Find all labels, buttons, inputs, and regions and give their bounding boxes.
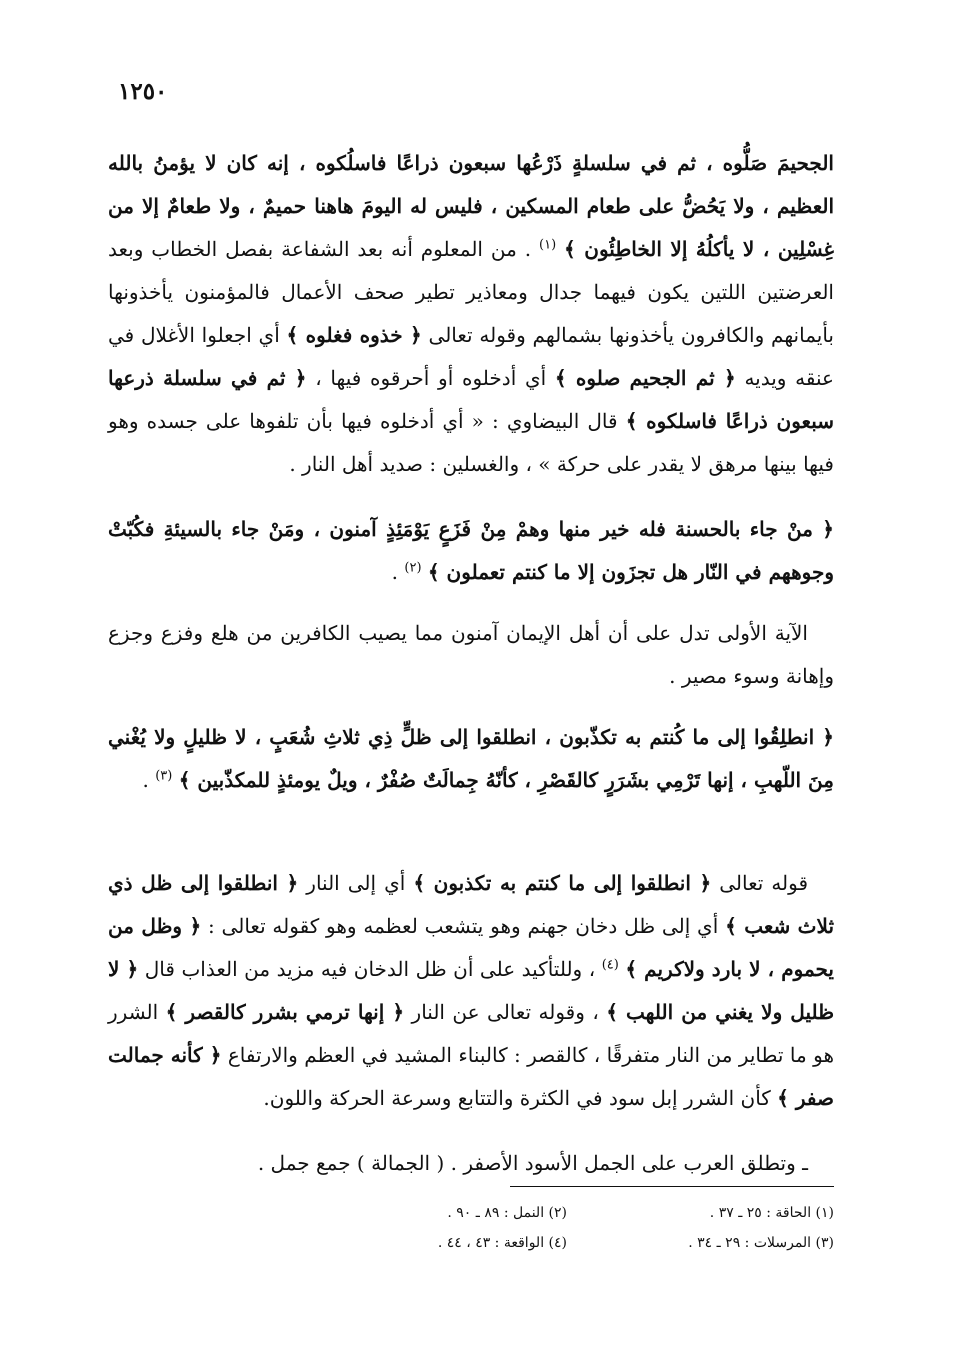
paragraph-3 [108, 612, 834, 698]
footnote-2: (٢) النمل : ٨٩ ـ ٩٠ . [447, 1205, 567, 1221]
quran-verse-alhaqqa: الجحيمَ صَلُّوه ، ثم في سلسلةٍ ذَرْعُها سبعون ذراعًا فاسلُكوه ، إنه كان لا يؤمنُ بالله العظيم ، ولا يَحُضُّ على طعام المسكين ، فليس له اليومَ هاهنا حميمٌ ، ولا طعامٌ إلا من غِسْلِين ، لا يأكلُهُ إلا الخاطِئُون ﴾ [108, 151, 834, 261]
verse-end: . [391, 560, 399, 584]
commentary-text: أي اجعلوا الأغلال في عنقه ويديه [108, 323, 834, 390]
footnotes [300, 1198, 834, 1258]
quran-quote: ﴿ انطلقوا إلى ما كنتم به تكذبون ﴾ [413, 871, 712, 895]
quran-verse-almursalat: ﴿ انطلِقُوا إلى ما كُنتم به تكذّبون ، انطلقوا إلى ظلٍّ ذِي ثلاثِ شُعَبٍ ، لا ظليلٍ ولا يُغْني مِنَ اللّهبِ ، إنها تَرْمِي بشَرَرٍ كالقَصْرِ ، كأنّهُ جِمالَتٌ صُفْرٌ ، ويلٌ يومئذٍ للمكذّبين ﴾ [108, 725, 834, 792]
commentary-text: ، وللتأكيد على أن ظل الدخان فيه مزيد من العذاب قال [144, 957, 596, 981]
quran-quote: ﴿ لا ظليل ولا يغني من اللهب ﴾ [108, 957, 835, 1024]
paragraph-4 [108, 716, 834, 802]
commentary-text: أي أدخلوه أو أحرقوه فيها ، [315, 366, 547, 390]
quran-verse-alnaml: ﴿ منْ جاء بالحسنة فله خير منها وهمْ مِنْ فَزَعٍ يَوْمَئِذٍ آمنون ، ومَنْ جاء بالسيئةِ فكُبّتْ وجوههم في النّار هل تجزَون إلا ما كنتم تعملون ﴾ [108, 517, 834, 584]
quran-quote: ﴿ وظل من يحموم ، لا بارد ولاكريم ﴾ [108, 914, 834, 981]
commentary-text: أي إلى النار [306, 871, 406, 895]
commentary-text: كأن الشرر إبل سود في الكثرة والتتابع وسرعة الحركة واللون. [263, 1086, 771, 1110]
commentary-text: قال البيضاوي : « أي أدخلوه فيها بأن تلفوها على جسده وهو فيها بينها مرهق لا يقدر على حركة » ، والغسلين : صديد أهل النار . [108, 409, 834, 476]
quran-quote: ﴿ انطلقوا إلى ظل ذي ثلاث شعب ﴾ [108, 871, 835, 938]
quran-quote: ﴿ إنها ترمي بشرر كالقصر ﴾ [165, 1000, 405, 1024]
quran-quote: ﴿ كأنه جمالت صفر ﴾ [108, 1043, 834, 1110]
quran-quote: ﴿ ثم الجحيم صلوه ﴾ [554, 366, 736, 390]
page-number: ١٢٥٠ [118, 78, 168, 105]
paragraph-1 [108, 142, 834, 486]
footnote-ref-4[interactable]: (٤) [601, 957, 619, 973]
footnote-1: (١) الحاقة : ٢٥ ـ ٣٧ . [709, 1205, 834, 1221]
verse-end: . [142, 768, 149, 792]
commentary-text: الشرر هو ما تطاير من النار متفرقًا ، كالقصر : كالبناء المشيد في العظم والارتفاع [108, 1000, 834, 1067]
commentary-text: أي إلى ظل دخان جهنم وهو يتشعب لعظمه وهو كقوله تعالى : [208, 914, 719, 938]
footnote-4: (٤) الواقعة : ٤٣ ، ٤٤ . [437, 1235, 567, 1251]
commentary-text: ، وقوله تعالى عن النار [411, 1000, 599, 1024]
paragraph-2 [108, 508, 834, 594]
footnote-divider [510, 1186, 834, 1187]
footnote-ref-3[interactable]: (٣) [155, 768, 173, 784]
paragraph-5 [108, 862, 834, 1120]
footnote-3: (٣) المرسلات : ٢٩ ـ ٣٤ . [688, 1235, 834, 1251]
commentary-text: قوله تعالى [719, 871, 809, 895]
commentary-text: الآية الأولى تدل على أن أهل الإيمان آمنون مما يصيب الكافرين من هلع وفزع وجزع وإهانة وسوء مصير . [108, 621, 834, 688]
quran-quote: ﴿ ثم في سلسلة ذرعها سبعون ذراعًا فاسلكوه ﴾ [108, 366, 834, 433]
commentary-note: ـ وتطلق العرب على الجمل الأسود الأصفر . ( الجمالة ) جمع جمل . [257, 1151, 808, 1175]
footnote-ref-1[interactable]: (١) [539, 237, 557, 253]
paragraph-6 [108, 1142, 834, 1185]
commentary-text: . من المعلوم أنه بعد الشفاعة بفصل الخطاب وبعد العرضتين اللتين يكون فيهما جدال ومعاذير تطير صحف الأعمال فالمؤمنون يأخذونها بأيمانهم والكافرون يأخذونها بشمالهم وقوله تعالى [108, 237, 834, 347]
footnote-ref-2[interactable]: (٢) [404, 560, 422, 576]
quran-quote: ﴿ خذوه فغلوه ﴾ [286, 323, 422, 347]
